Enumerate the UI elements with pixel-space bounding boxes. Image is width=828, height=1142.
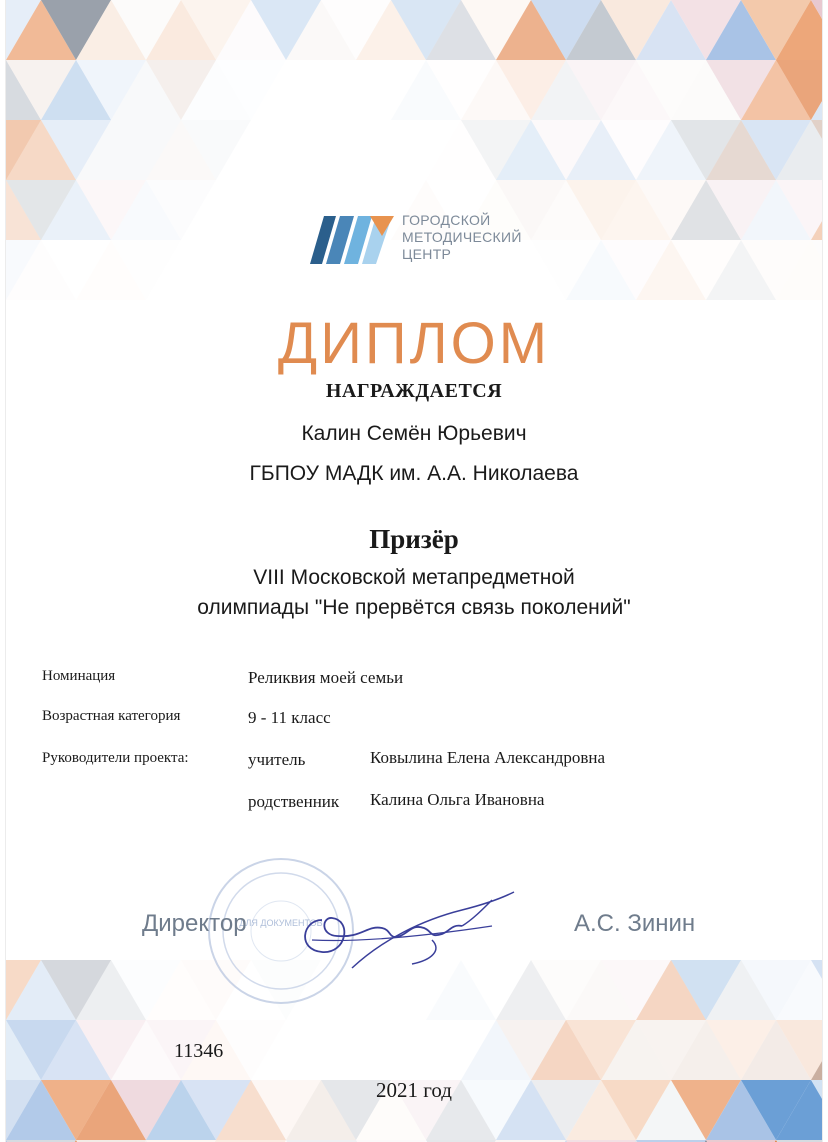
city-methodical-center-logo	[310, 208, 540, 270]
stamp-text: ДЛЯ ДОКУМЕНТОВ	[239, 918, 323, 928]
leader-name-teacher: Ковылина Елена Александровна	[370, 748, 606, 767]
logo-text	[402, 212, 522, 263]
award-status: Призёр	[369, 524, 459, 554]
signer-name: А.С. Зинин	[574, 910, 696, 937]
leader-role-teacher: учитель	[248, 750, 306, 769]
nomination-label: Номинация	[42, 668, 116, 684]
recipient-organization: ГБПОУ МАДК им. А.А. Николаева	[249, 462, 579, 485]
recipient-name: Калин Семён Юрьевич	[301, 422, 527, 445]
age-category-label: Возрастная категория	[42, 708, 181, 724]
logo-line-1: ГОРОДСКОЙ	[402, 212, 491, 228]
logo-line-3: ЦЕНТР	[402, 246, 452, 262]
bottom-triangle-pattern	[6, 960, 822, 1142]
nomination-value: Реликвия моей семьи	[248, 668, 404, 687]
leader-role-relative: родственник	[248, 792, 340, 811]
awarded-heading: НАГРАЖДАЕТСЯ	[325, 380, 503, 402]
age-category-value: 9 - 11 класс	[248, 708, 331, 727]
event-name-line-2: олимпиады "Не прервётся связь поколений"	[197, 596, 631, 619]
logo-mark-icon	[310, 208, 398, 268]
logo-line-2: МЕТОДИЧЕСКИЙ	[402, 229, 522, 245]
diploma-page	[6, 0, 822, 1142]
diploma-title: ДИПЛОМ	[277, 311, 551, 376]
issue-year: 2021 год	[376, 1078, 452, 1102]
event-name-line-1: VIII Московской метапредметной	[253, 566, 575, 589]
diploma-number: 11346	[174, 1040, 224, 1062]
leader-name-relative: Калина Ольга Ивановна	[370, 790, 545, 809]
director-signature	[292, 880, 522, 980]
signer-position: Директор	[142, 910, 247, 937]
project-leaders-label: Руководители проекта:	[42, 750, 189, 766]
